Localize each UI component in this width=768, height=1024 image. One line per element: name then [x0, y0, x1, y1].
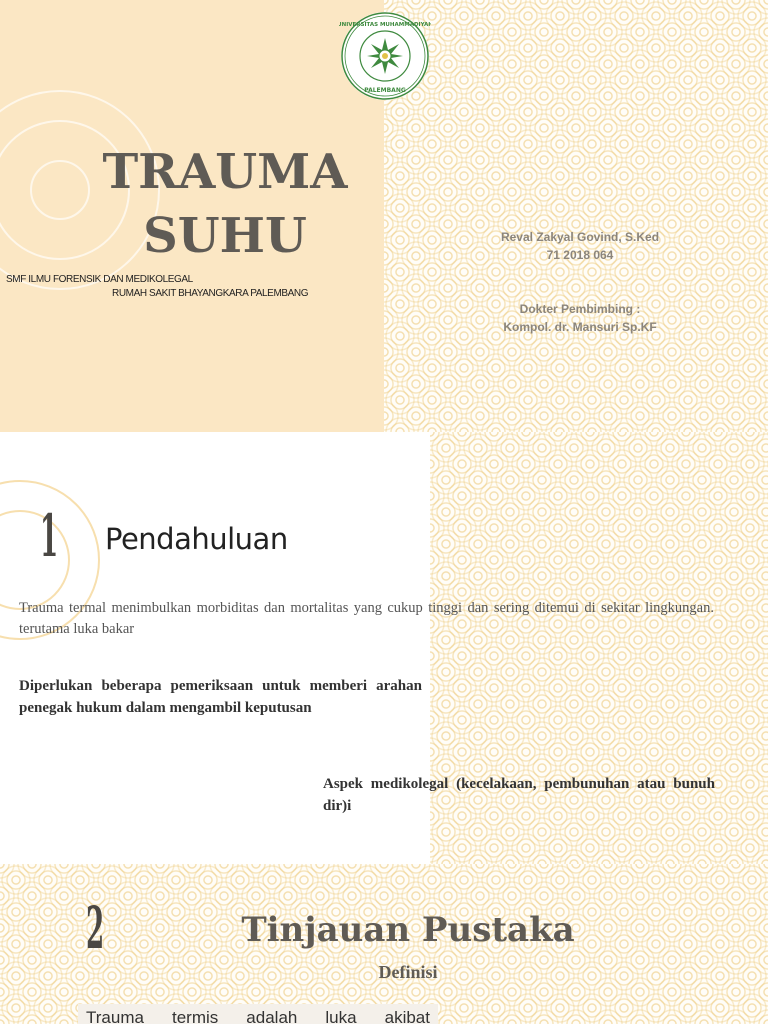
- supervisor-name: Kompol. dr. Mansuri Sp.KF: [503, 320, 657, 334]
- introduction-slide: [0, 432, 768, 864]
- definition-word: termis: [171, 1008, 219, 1024]
- definition-word: luka: [325, 1008, 357, 1024]
- section-number: 1: [40, 502, 59, 570]
- title-slide: [0, 0, 768, 432]
- author-block: [470, 228, 690, 264]
- author-id: 71 2018 064: [546, 248, 614, 262]
- section-title: Pendahuluan: [105, 522, 288, 556]
- supervisor-label: Dokter Pembimbing :: [519, 302, 641, 316]
- intro-paragraph-1: Trauma termal menimbulkan morbiditas dan mortalitas yang cukup tinggi dan sering ditemui di sekitar lingkungan. terutama luka bakar: [19, 600, 714, 637]
- intro-paragraph-3: Aspek medikolegal (kecelakaan, pembunuhan atau bunuh dir)i: [323, 776, 715, 814]
- intro-paragraph-2: Diperlukan beberapa pemeriksaan untuk memberi arahan penegak hukum dalam mengambil keputusan: [19, 678, 422, 716]
- title-panel: [0, 0, 384, 432]
- title-line-2: SUHU: [143, 208, 307, 264]
- section-number: 2: [86, 894, 105, 962]
- author-name: Reval Zakyal Govind, S.Ked: [500, 230, 660, 244]
- department-label: SMF ILMU FORENSIK DAN MEDIKOLEGAL: [6, 274, 193, 285]
- university-seal-icon: [339, 10, 431, 102]
- presentation-title: [60, 140, 384, 268]
- hospital-label: RUMAH SAKIT BHAYANGKARA PALEMBANG: [112, 288, 309, 299]
- supervisor-block: [470, 300, 690, 336]
- svg-text:UNIVERSITAS MUHAMMADIYAH: UNIVERSITAS MUHAMMADIYAH: [339, 22, 431, 28]
- definition-word: adalah: [246, 1008, 298, 1024]
- definition-word: akibat: [384, 1008, 430, 1024]
- section-title: Tinjauan Pustaka: [241, 910, 575, 950]
- literature-review-slide: [0, 864, 768, 1024]
- svg-text:PALEMBANG: PALEMBANG: [364, 87, 406, 94]
- definition-text-box: [78, 1004, 438, 1024]
- section-subtitle: Definisi: [378, 962, 438, 982]
- definition-word: Trauma: [86, 1008, 144, 1024]
- title-line-1: TRAUMA: [102, 144, 348, 200]
